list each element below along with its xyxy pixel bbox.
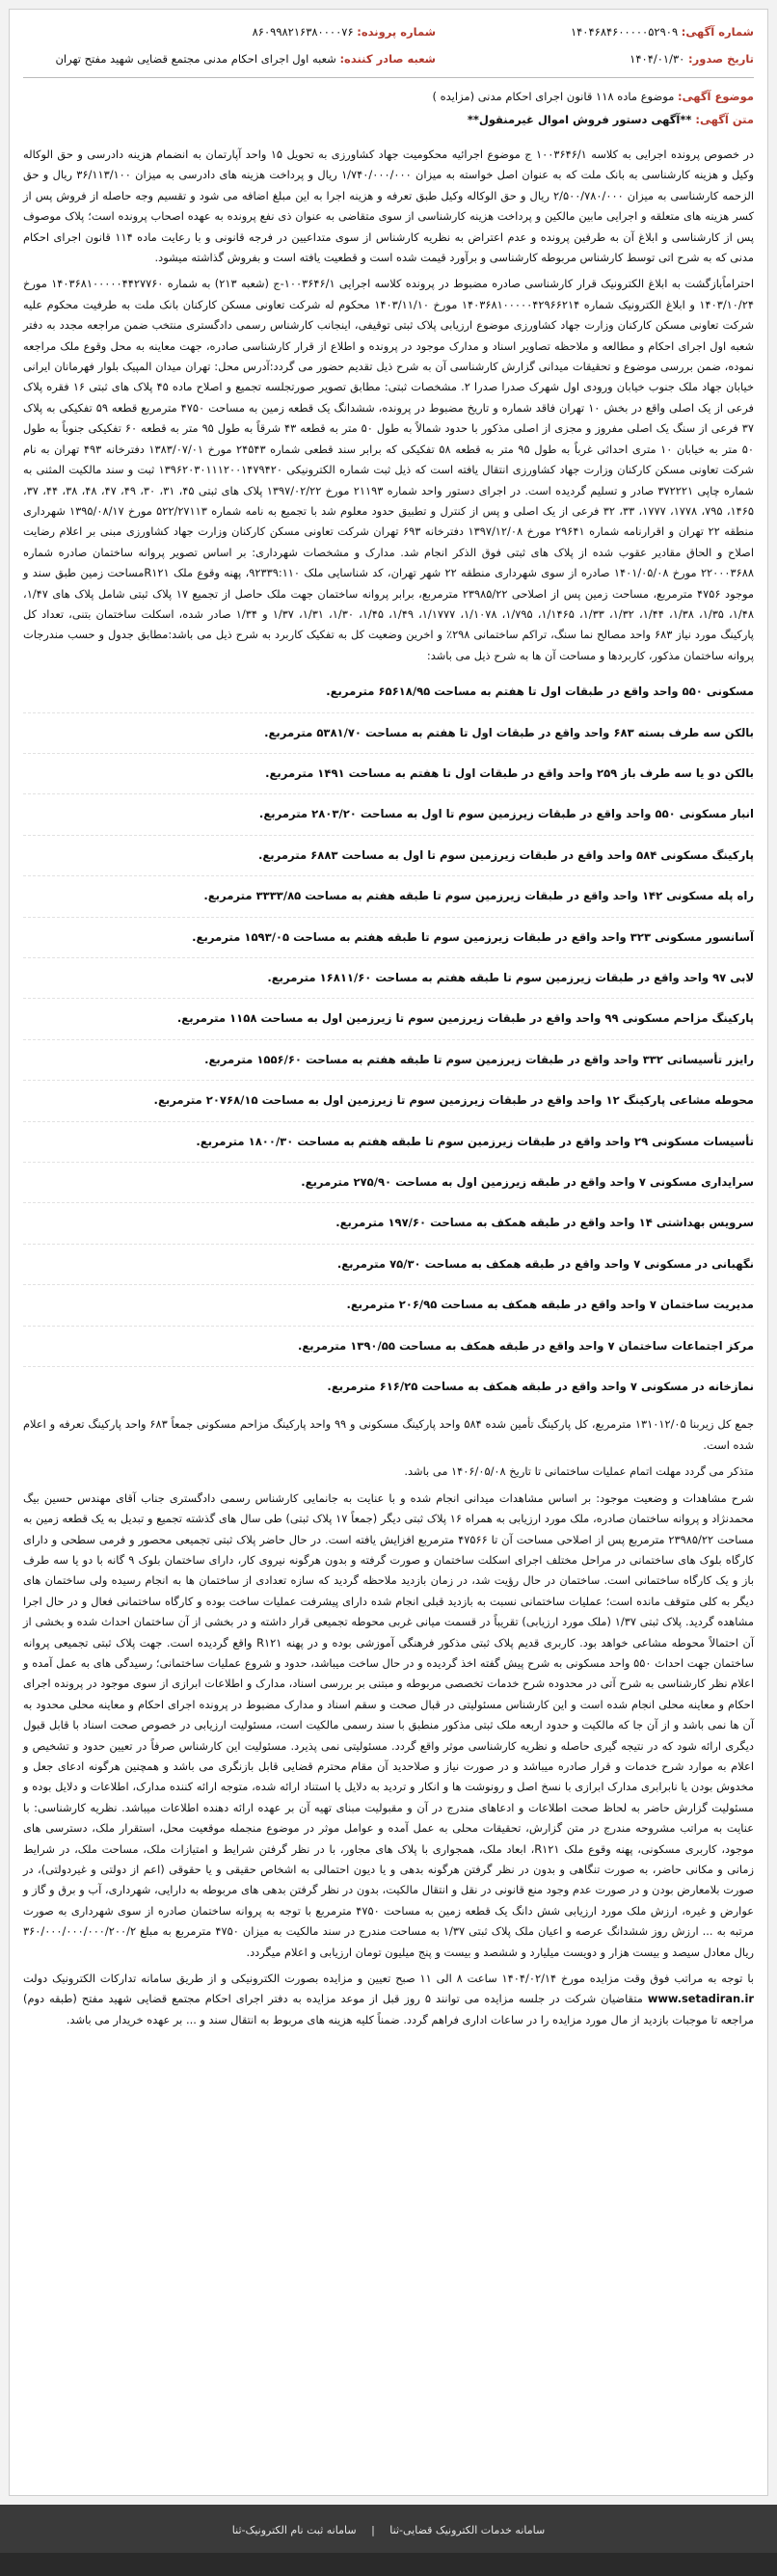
list-item: تأسیسات مسکونی ۲۹ واحد واقع در طبقات زیرزمین سوم تا طبقه هفتم به مساحت ۱۸۰۰/۳۰ مترمربع. bbox=[23, 1122, 754, 1163]
list-item: بالکن دو یا سه طرف باز ۲۵۹ واحد واقع در طبقات اول تا هفتم به مساحت ۱۴۹۱ مترمربع. bbox=[23, 754, 754, 794]
site-footer bbox=[0, 2505, 777, 2576]
list-item: انبار مسکونی ۵۵۰ واحد واقع در طبقات زیرزمین سوم تا اول به مساحت ۲۸۰۳/۲۰ مترمربع. bbox=[23, 794, 754, 835]
footer-links bbox=[0, 2524, 777, 2536]
issuer-label: شعبه صادر کننده: bbox=[339, 52, 436, 66]
auction-paragraph bbox=[23, 1969, 754, 2030]
case-number-label: شماره پرونده: bbox=[357, 25, 436, 39]
notice-body bbox=[23, 145, 754, 2036]
notice-text-title: **آگهی دستور فروش اموال غیرمنقول** bbox=[467, 113, 692, 126]
list-item: راه پله مسکونی ۱۴۲ واحد واقع در طبقات زیرزمین سوم تا طبقه هفتم به مساحت ۳۳۳۳/۸۵ مترمربع. bbox=[23, 876, 754, 917]
list-item: پارکینگ مسکونی ۵۸۴ واحد واقع در طبقات زیرزمین سوم تا اول به مساحت ۶۸۸۳ مترمربع. bbox=[23, 836, 754, 876]
list-item: پارکینگ مزاحم مسکونی ۹۹ واحد واقع در طبقات زیرزمین سوم تا زیرزمین اول به مساحت ۱۱۵۸ مترمربع. bbox=[23, 999, 754, 1039]
issue-date-value: ۱۴۰۴/۰۱/۳۰ bbox=[630, 52, 685, 66]
issue-date-label: تاریخ صدور: bbox=[688, 52, 754, 66]
footer-bottom-bar bbox=[0, 2553, 777, 2576]
list-item: نگهبانی در مسکونی ۷ واحد واقع در طبقه همکف به مساحت ۷۵/۳۰ مترمربع. bbox=[23, 1245, 754, 1285]
notice-subject bbox=[23, 85, 754, 131]
list-item: نمازخانه در مسکونی ۷ واحد واقع در طبقه همکف به مساحت ۶۱۶/۲۵ مترمربع. bbox=[327, 1380, 754, 1394]
list-item: آسانسور مسکونی ۳۲۳ واحد واقع در طبقات زیرزمین سوم تا طبقه هفتم به مساحت ۱۵۹۳/۰۵ مترمربع. bbox=[23, 918, 754, 958]
notice-text-label: متن آگهی: bbox=[695, 113, 754, 126]
paragraph: شرح مشاهدات و وضعیت موجود: بر اساس مشاهدات میدانی انجام شده و با عنایت به جانمایی کارشناس رسمی دادگستری جناب آقای مهندس حسین بیگ محمدنژاد و پروانه ساختمان صادره، ملک مورد ارزیابی به همراه ۱۶ پلاک ثبتی دیگر (جمعاً ۱۷ پلاک ثبتی) طی سال های گذشته تجمیع و تبدیل به یک قطعه زمین به مساحت ۲۳۹۸۵/۲۲ مترمربع پس از اصلاحی مساحت آن تا ۴۷۵۶۶ مترمربع افزایش یافته است. در حال حاضر پلاک ثبتی تجمیعی محصور و فرمی سطحی و دارای کارگاه بلوک های ساختمانی در مراحل مختلف اجرای اسکلت ساختمان و صورت گرفته و بدون هرگونه نیروی کار، دارای ساختمان بلوک ۹ گانه با دو یا سه طرف باز و یک کارگاه ساختمانی است. ساختمان در حال رؤیت شد، در زمان بازدید ملاحظه گردید که سازه تعدادی از ساختمان ها به انجام رسیده ولی ساختمان های دیگر به کلی متوقف مانده است؛ عملیات ساختمانی نسبت به بازدید قبلی انجام شده دارای پیشرفت عملیات ساخت بوده و کارگاه ساختمانی فعال و در حال اجرا مشاهده گردید. پلاک ثبتی ۱/۳۷ (ملک مورد ارزیابی) تقریباً در قسمت میانی غربی محوطه تجمیعی قرار داشته و در بخشی از آن ساختمان احداث شده و بخشی از آن احتمالاً محوطه مشاعی خواهد بود. کاربری قدیم پلاک ثبتی مذکور فرهنگی آموزشی بوده و در پهنه R۱۲۱ واقع گردیده است. جهت پلاک ثبتی تجمیعی پروانه ساختمان جهت احداث ۵۵۰ واحد مسکونی به شرح پیش گفته اخذ گردیده و در حال ساخت میباشد، حدود و شروع عملیات ساختمانی؛ رسیدگی های به عمل آمده و اعلام نظر کارشناسی به شرح آتی در محدوده شرح خدمات تخصصی مربوطه و مبتنی بر بررسی اسناد، مدارک و اطلاعات ابرازی از سوی موجود در پرونده اجرای احکام و معاینه محلی انجام شده است و این کارشناس مسئولیتی در قبال صحت و سقم اسناد و مدارک مضبوط در پرونده اجرای احکام و معاینه محلی محدود به آن ها نمی باشد و از آن جا که مالکیت و حدود اربعه ملک ثبتی مذکور منطبق با سند رسمی مالکیت است، مسئولیت ارزیابی در خصوص صحت اسناد با قابل قبول دیگری ارائه شود که در نتیجه گیری حاصله و نظریه کارشناسی موثر واقع گردد. مسئولیتی نمی پذیرد. مسئولیت این کارشناس صرفاً در تعیین حدود و تشخیص و اعلام به موارد شرح خدمات و قرار صادره میباشد و در صورت نیاز و صلاحدید آن مقام محترم قضایی قابل بازنگری می باشد و همچنین هرگونه ادعای جعل و مخدوش بودن یا نابرابری مدارک ابرازی با نسخ اصل و رونوشت ها و انکار و تردید به دلایل یا استناد ارائه شده، متوجه ارائه کننده مدارک، اطلاعات و دلایل بوده و مسئولیت گزارش حاضر به لحاظ صحت اطلاعات و ادعاهای مندرج در آن و مقبولیت مبنای تهیه آن بر عهده ارائه دهنده اطلاعات میباشد. نظریه کارشناسی: با عنایت به مراتب مشروحه مندرج در متن گزارش، تحقیقات محلی به عمل آمده و عوامل موثر در موضوع منجمله موقعیت محل، استقرار ملک، دسترسی های موجود، کاربری مسکونی، پهنه وقوع ملک R۱۲۱، ابعاد ملک، همجواری با پلاک های مجاور، با در نظر گرفتن شرایط و امتیازات ملک، مساحت ملک، در شرایط زمانی و مکانی حاضر، به صورت تنگاهی و بدون در نظر گرفتن هرگونه بدهی و یا دیون احتمالی به اشخاص حقیقی و یا حقوقی (اعم از دولتی و غیردولتی)، در صورت بلامعارض بودن و در صورت عدم وجود منع قانونی در نقل و انتقال مالکیت، بدون در نظر گرفتن بدهی های مربوطه به دارایی، شهرداری، آب و برق و گاز و عوارض و غیره، ارزش ملک مورد ارزیابی شش دانگ یک قطعه زمین به مساحت ۴۷۵۰ مترمربع با توجه به پروانه ساختمان صادره از سوی شهرداری به صورت مرتبه به ... ارزش روز ششدانگ عرصه و اعیان ملک پلاک ثبتی ۱/۳۷ به مساحت مندرج در سند مالکیت به میزان ۴۷۵۰ مترمربع به مبلغ ۳۶۰/۰۰۰/۰۰۰/۰۰۰/۲۰۰/۲ ریال معادل سیصد و بیست هزار و دویست میلیارد و ششصد و بیست و پنج میلیون تومان ارزیابی و اعلام میگردد. bbox=[23, 1490, 755, 1959]
footer-link-sana-services[interactable]: سامانه خدمات الکترونیک قضایی-ثنا bbox=[389, 2524, 546, 2536]
notice-number-value: ۱۴۰۴۶۸۴۶۰۰۰۰۰۵۲۹۰۹ bbox=[570, 25, 679, 39]
paragraph: احتراماًبازگشت به ابلاغ الکترونیک قرار کارشناسی صادره مضبوط در پرونده کلاسه اجرایی ۱۰۰۳۶۴۶/۱-ج (شعبه ۲۱۳) به شماره ۱۴۰۳۶۸۱۰۰۰۰۰۴۴۲۷۷۶۰ مورخ ۱۴۰۳/۱۰/۲۴ و ابلاغ الکترونیک شماره ۱۴۰۳۶۸۱۰۰۰۰۰۴۲۹۶۶۲۱۴ مورخ ۱۴۰۳/۱۱/۱۰ محکوم له شرکت تعاونی مسکن کارکنان بانک ملت به طرفیت محکوم علیه شرکت تعاونی مسکن کارکنان وزارت جهاد کشاورزی موضوع ارزیابی پلاک ثبتی توقیفی، اینجانب کارشناس رسمی دادگستری منتخب ضمن مراجعه مجدد به دفتر شعبه اول اجرای احکام و مطالعه و ملاحظه تصاویر اسناد و مدارک موجود در پرونده و اطلاع از قرار کارشناسی صادره، جهت معاینه به محل وقوع ملک مراجعه نموده، ضمن بررسی موضوع و تحقیقات میدانی گزارش کارشناسی آن به شرح ذیل تقدیم حضور می گردد:آدرس محل: تهران میدان المپیک بلوار فهرمانان ایرانی خیابان جهاد ملک جنوب خیابان ورودی اول شهرک صدرا صدرا ۲. مشخصات ثبتی: مطابق تصویر صورتجلسه تجمیع و اصلاح ماده ۴۵ پلاک های ثبتی ۱۶ فقره پلاک فرعی از یک اصلی واقع در بخش ۱۰ تهران فاقد شماره و تاریخ مضبوط در پرونده، ششدانگ یک قطعه زمین به مساحت ۴۷۵۰ مترمربع قطعه ۵۹ تفکیکی به پلاک ۳۷ فرعی از سنگ یک اصلی مفروز و مجزی از اصلی مذکور با حدود شمالاً به طول ۵۰ متر به قطعه ۴۳ شرقاً به طول ۹۵ متر به قطعه ۶۰ تفکیکی جنوباً به طول ۵۰ متر به خیابان ۱۰ متری احداثی غرباً به طول ۹۵ متر به قطعه ۵۸ تفکیکی که برابر سند قطعی شماره ۲۴۵۴۳ مورخ ۱۳۸۳/۰۷/۰۱ دفترخانه ۴۹۳ تهران به نام شرکت تعاونی مسکن کارکنان وزارت جهاد کشاورزی انتقال یافته است که ذیل ثبت شماره الکترونیکی ۱۳۹۶۲۰۳۰۱۱۱۲۰۰۱۴۷۹۴۲۰ ثبت و سند مالکیت المثنی به شماره چاپی ۳۷۲۲۲۱ صادر و تسلیم گردیده است. در اجرای دستور واحد شماره ۲۱۱۹۳ مورخ ۱۳۹۷/۰۲/۲۲ پلاک های ثبتی ۴۵، ۳۱، ۳۰، ۴۹، ۴۷، ۴۸، ۳۸، ۴۴، ۳۷، ۱۴۶۵، ۷۹۵، ۱۷۷۸، ۱۷۷۷، ۳۳، ۳۲ فرعی از یک اصلی و پس از کنترل و تطبیق حدود معلوم شد با تجمیع به نامه شماره ۵۲۲/۲۷۱۱۳ مورخ ۱۳۹۵/۰۸/۱۷ شهرداری منطقه ۲۲ تهران و اقرارنامه شماره ۲۹۶۴۱ مورخ ۱۳۹۷/۱۲/۰۸ دفترخانه ۶۹۳ تهران شرکت تعاونی مسکن کارکنان وزارت جهاد کشاورزی مبنی بر اعلام رضایت اصلاح و الحاق مقادیر عقوب شده از پلاک های ثبتی فوق الذکر انجام شد. مدارک و مشخصات شهرداری: بر اساس تصویر پروانه ساختمان صادره شماره ۲۲۰۰۰۳۶۸۸ مورخ ۱۴۰۱/۰۵/۰۸ صادره از سوی شهرداری منطقه ۲۲ شهر تهران، کد شناسایی ملک ۹۲۳۳۹:۱۱۰، پهنه وقوع ملک R۱۲۱مساحت زمین طبق سند و موجود ۴۷۵۶ مترمربع، مساحت زمین پس از اصلاحی ۲۳۹۸۵/۲۲ مترمربع، برابر پروانه ساختمان جهت ملک حاصل از تجمیع ۱۷ پلاک ثبتی شامل پلاک های ۱/۴۷، ۱/۴۸، ۱/۳۵، ۱/۳۸، ۱/۴۴، ۱/۳۲، ۱/۳۳، ۱/۱۴۶۵، ۱/۷۹۵، ۱/۱۰۷۸، ۱/۱۷۷۷، ۱/۴۹، ۱/۴۵، ۱/۳۰، ۱/۳۱، ۱/۳۷ و ۱/۳۴ صادر شده، اسکلت ساختمان بتنی، تعداد کل پارکینگ مورد نیاز ۶۸۳ واحد مصالح نما سنگ، تراکم ساختمانی ۲۹۸٪ و اخرین وضعیت کل به تفکیک کاربرد به شرح ذیل می باشد:مطابق جدول و حسب مندرجات پروانه ساختمان مذکور، کاربردها و مساحت آن ها به شرح ذیل می باشد: bbox=[23, 277, 755, 662]
issue-date-field bbox=[630, 52, 754, 66]
issuer-value: شعبه اول اجرای احکام مدنی مجتمع قضایی شهید مفتح تهران bbox=[55, 52, 336, 66]
list-item: رایزر تأسیساتی ۳۳۲ واحد واقع در طبقات زیرزمین سوم تا طبقه هفتم به مساحت ۱۵۵۶/۶۰ مترمربع. bbox=[23, 1040, 754, 1081]
list-item: مدیریت ساختمان ۷ واحد واقع در طبقه همکف به مساحت ۲۰۶/۹۵ مترمربع. bbox=[23, 1285, 754, 1326]
case-number-field bbox=[253, 25, 436, 39]
list-item: سرایداری مسکونی ۷ واحد واقع در طبقه زیرزمین اول به مساحت ۲۷۵/۹۰ مترمربع. bbox=[23, 1163, 754, 1203]
paragraph: در خصوص پرونده اجرایی به کلاسه ۱۰۰۳۶۴۶/۱ ج موضوع اجرائیه محکومیت جهاد کشاورزی به تحویل ۱۵ واحد آپارتمان به انضمام هزینه دادرسی و حق الوکاله وکیل و هزینه کارشناسی به بانک ملت که به عنوان اصل خواسته به میزان ۱/۷۴۰/۰۰۰/۰۰۰ ریال و پرداخت هزینه های دادرسی به میزان ۳۶/۱۱۳/۱۰۰ ریال و حق الزحمه کارشناسی به میزان ۲/۵۰۰/۷۸۰/۰۰۰ ریال و حق الوکاله وکیل طبق تعرفه و هزینه اجرا به این مبلغ اضافه می شود و تقسیم وجه حاصله از فروش پس از کسر هزینه های متعلقه و اجرایی مابین مالکین و پرداخت هزینه کارشناسی از سوی متقاضی به عنوان ذی نفع پرونده به عهده اصحاب پرونده است؛ پلاک موصوف پس از کارشناسی و ابلاغ آن به طرفین پرونده و عدم اعتراض به نظریه کارشناس از سوی متداعیین در فرجه قانونی و با رعایت ماده ۱۱۴ قانون اجرای احکام مدنی که به شرح اتی توسط کارشناس مربوطه کارشناسی و برآورد قیمت شده است و قطعیت یافته است و بفروش گذاشته میشود. bbox=[23, 148, 755, 265]
list-item: سرویس بهداشتی ۱۴ واحد واقع در طبقه همکف به مساحت ۱۹۷/۶۰ مترمربع. bbox=[23, 1203, 754, 1244]
list-item: مرکز اجتماعات ساختمان ۷ واحد واقع در طبقه همکف به مساحت ۱۳۹۰/۵۵ مترمربع. bbox=[23, 1327, 754, 1367]
notice-header bbox=[23, 21, 754, 78]
list-item: مسکونی ۵۵۰ واحد واقع در طبقات اول تا هفتم به مساحت ۶۵۶۱۸/۹۵ مترمربع. bbox=[23, 672, 754, 712]
list-item: محوطه مشاعی پارکینگ ۱۲ واحد واقع در طبقات زیرزمین سوم تا زیرزمین اول به مساحت ۲۰۷۶۸/۱۵ مترمربع. bbox=[23, 1081, 754, 1121]
subject-label: موضوع آگهی: bbox=[678, 90, 754, 103]
notice-page bbox=[9, 9, 768, 2496]
usage-list bbox=[23, 672, 754, 1407]
list-item: بالکن سه طرف بسته ۶۸۳ واحد واقع در طبقات اول تا هفتم به مساحت ۵۳۸۱/۷۰ مترمربع. bbox=[23, 713, 754, 754]
subject-value: موضوع ماده ۱۱۸ قانون اجرای احکام مدنی (مزایده ) bbox=[432, 90, 675, 103]
case-number-value: ۸۶۰۹۹۸۲۱۶۳۸۰۰۰۰۷۶ bbox=[252, 25, 354, 39]
list-item: لابی ۹۷ واحد واقع در طبقات زیرزمین سوم تا طبقه هفتم به مساحت ۱۶۸۱۱/۶۰ مترمربع. bbox=[23, 958, 754, 999]
paragraph: جمع کل زیربنا ۱۳۱۰۱۲/۰۵ مترمربع، کل پارکینگ تأمین شده ۵۸۴ واحد پارکینگ مسکونی و ۹۹ واحد پارکینگ مزاحم مسکونی جمعاً ۶۸۳ واحد پارکینگ تعرفه و اعلام شده است. bbox=[23, 1417, 754, 1452]
issuer-field bbox=[55, 52, 436, 66]
auction-text-cont: متقاضیان شرکت در جلسه مزایده می توانند ۵ روز قبل از موعد مزایده به دفتر اجرای احکام مجتمع قضایی شهید مفتح (طبقه دوم) مراجعه تا موجبات بازدید از مال مورد مزایده را در ساعات اداری فراهم گردد. ضمناً کلیه هزینه های مربوط به انتقال سند و ... بر عهده خریدار می باشد. bbox=[23, 1992, 754, 2026]
notice-number-label: شماره آگهی: bbox=[681, 25, 754, 39]
setadiran-link[interactable]: www.setadiran.ir bbox=[647, 1992, 754, 2006]
paragraph: متذکر می گردد مهلت اتمام عملیات ساختمانی تا تاریخ ۱۴۰۶/۰۵/۰۸ می باشد. bbox=[404, 1464, 754, 1479]
footer-separator: | bbox=[371, 2524, 375, 2536]
notice-number-field bbox=[571, 25, 754, 39]
footer-link-sana-registration[interactable]: سامانه ثبت نام الکترونیک-ثنا bbox=[231, 2524, 357, 2536]
auction-text: با توجه به مراتب فوق وقت مزایده مورخ ۱۴۰۴/۰۲/۱۴ ساعت ۸ الی ۱۱ صبح تعیین و مزایده بصورت الکترونیکی و از طریق سامانه تدارکات الکترونیک دولت bbox=[23, 1972, 754, 1986]
